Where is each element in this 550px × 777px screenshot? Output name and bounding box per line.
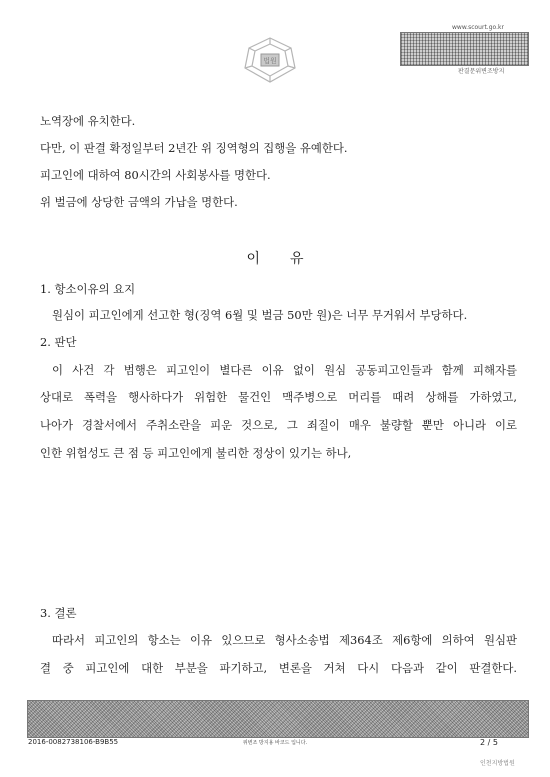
footer-barcode-band [27,700,529,738]
sentence-line-4: 위 벌금에 상당한 금액의 가납을 명한다. [40,195,238,209]
site-url: www.scourt.go.kr [452,24,504,31]
section-1-body: 원심이 피고인에게 선고한 형(징역 6월 및 벌금 50만 원)은 너무 무거워서 부당하다. [52,308,468,322]
document-id: 2016-0082738106-B9B55 [28,738,119,746]
sentence-line-2: 다만, 이 판결 확정일부터 2년간 위 징역형의 집행을 유예한다. [40,141,348,155]
section-2-line-1: 이 사건 각 범행은 피고인이 별다른 이유 없이 원심 공동피고인들과 함께 피해자를 [52,363,517,377]
anti-forgery-barcode [400,32,529,66]
section-2-line-4: 인한 위험성도 큰 점 등 피고인에게 불리한 정상이 있기는 하나, [40,446,352,460]
footer-note: 위변조 방지용 바코드 입니다. [242,740,308,746]
court-name: 인천지방법원 [480,760,515,767]
sentence-line-3: 피고인에 대하여 80시간의 사회봉사를 명한다. [40,168,271,182]
seal-text: 법원 [263,57,277,65]
section-2-title: 2. 판단 [40,335,77,349]
sentence-line-1: 노역장에 유치한다. [40,114,136,128]
page-number: 2 / 5 [480,738,498,747]
section-2-line-3: 나아가 경찰서에서 주취소란을 피운 것으로, 그 죄질이 매우 불량할 뿐만 아니라 이로 [40,418,517,432]
court-seal-emblem [241,34,299,86]
section-3-title: 3. 결론 [40,606,77,620]
reason-heading: 이유 [246,251,334,267]
section-2-line-2: 상대로 폭력을 행사하다가 위험한 물건인 맥주병으로 머리를 때려 상해를 가하였고, [40,390,517,404]
section-1-title: 1. 항소이유의 요지 [40,282,136,296]
section-3-line-1: 따라서 피고인의 항소는 이유 있으므로 형사소송법 제364조 제6항에 의하여 원심판 [52,633,517,647]
section-3-line-2: 결 중 피고인에 대한 부분을 파기하고, 변론을 거쳐 다시 다음과 같이 판결한다. [40,661,517,675]
barcode-caption: 판결문위변조방지 [458,68,505,75]
